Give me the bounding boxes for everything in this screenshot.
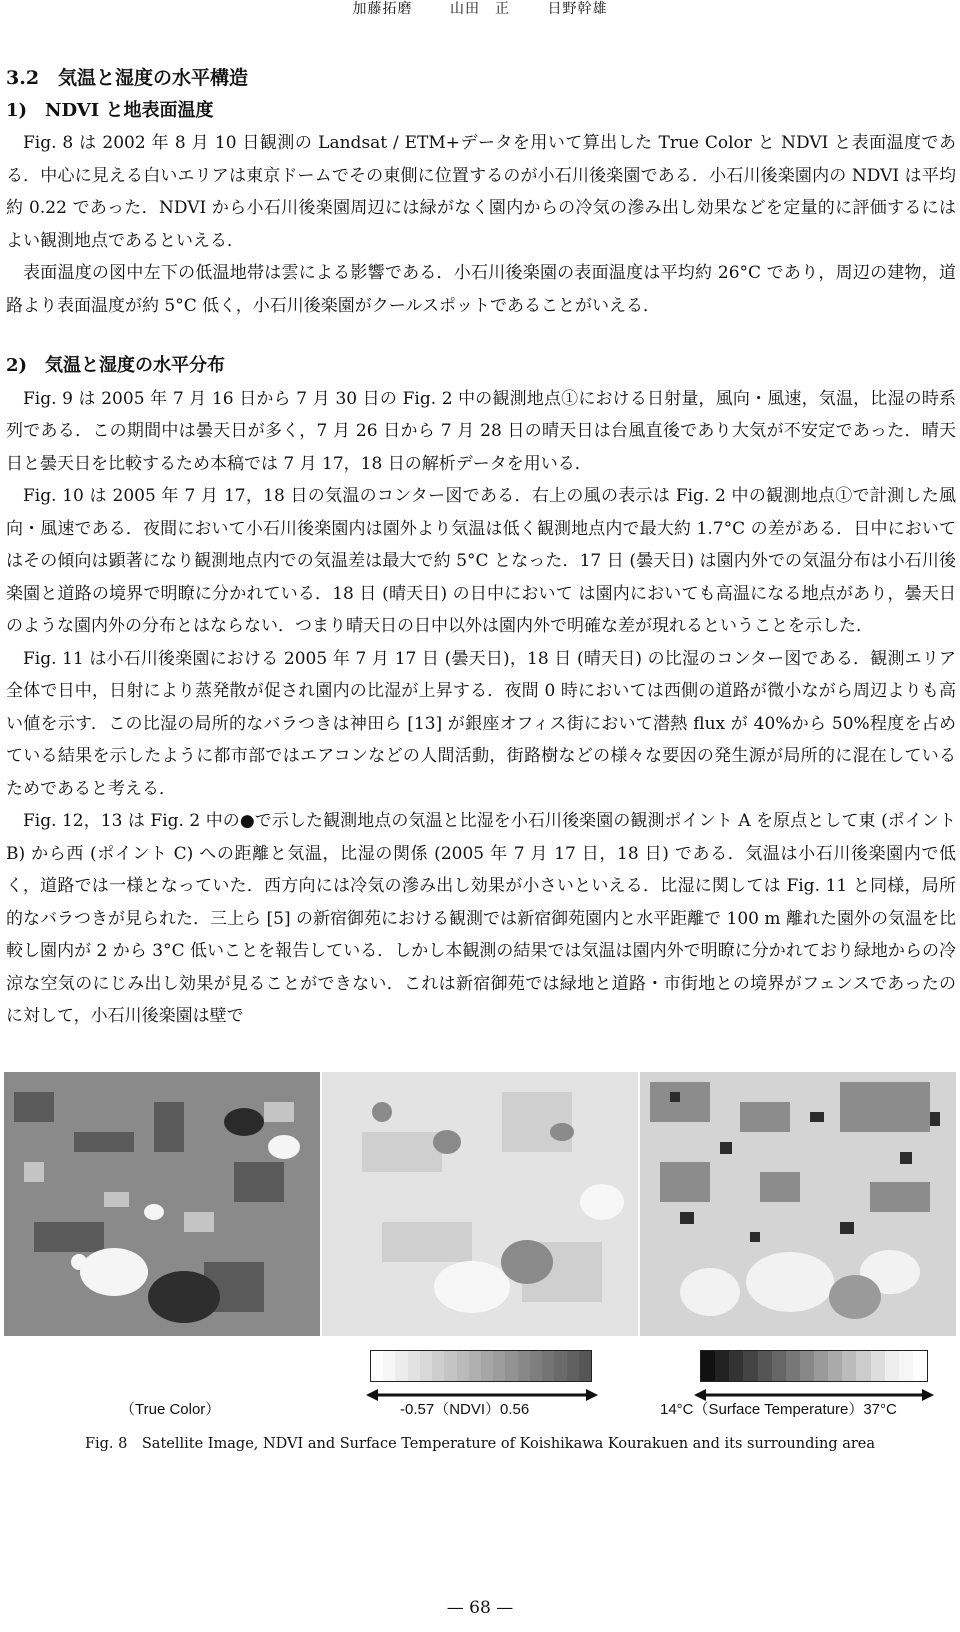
ndvi-color-scale [370,1350,592,1382]
true-color-svg [4,1072,320,1336]
surface-temperature-label: 14°C（Surface Temperature）37°C [660,1401,897,1418]
ndvi-image [322,1072,638,1336]
ndvi-svg [322,1072,638,1336]
paragraph: Fig. 12，13 は Fig. 2 中の●で示した観測地点の気温と比湿を小石川後楽園の観測ポイント A を原点として東 (ポイント B) から西 (ポイント C) への距離と気温，比湿の関係 (2005 年 7 月 17 日，18 日) である．気温は小石川後楽園内で低く，道路では一様となっていた．西方向には冷気の滲み出し効果が小さいといえる．比湿に関しては Fig. 11 と同様，局所的なバラつきが見られた．三上ら [5] の新宿御苑における観測では新宿御苑園内と水平距離で 100 m 離れた園外の気温を比較し園内が 2 から 3°C 低いことを報告している．しかし本観測の結果では気温は園内外で明瞭に分かれており緑地からの冷涼な空気のにじみ出し効果が見ることができない．これは新宿御苑では緑地と道路・市街地との境界がフェンスであったのに対して，小石川後楽園は壁で [6,811,956,1026]
paragraph: 表面温度の図中左下の低温地帯は雲による影響である．小石川後楽園の表面温度は平均約 26°C であり，周辺の建物，道路より表面温度が約 5°C 低く，小石川後楽園がクールスポットであることがいえる． [6,263,956,316]
surface-temperature-svg [640,1072,956,1336]
section-title: 3.2 気温と湿度の水平構造 [6,67,249,89]
author-2: 山田 正 [450,1,510,17]
author-3: 日野幹雄 [547,1,608,17]
paragraph: Fig. 8 は 2002 年 8 月 10 日観測の Landsat / ETM+データを用いて算出した True Color と NDVI と表面温度である．中心に見える白いエリアは東京ドームでその東側に位置するのが小石川後楽園である．小石川後楽園内の NDVI は平均約 0.22 であった．NDVI から小石川後楽園周辺には緑がなく園内からの冷気の滲み出し効果などを定量的に評価するにはよい観測地点であるといえる． [6,133,956,251]
figure-8 [0,1072,960,1418]
subsection-2-title: 2) 気温と湿度の水平分布 [6,355,226,376]
true-color-label: （True Color） [120,1401,221,1418]
ndvi-label: -0.57（NDVI）0.56 [400,1401,530,1418]
paragraph: Fig. 10 は 2005 年 7 月 17，18 日の気温のコンター図である．右上の風の表示は Fig. 2 中の観測地点①で計測した風向・風速である．夜間において小石川後楽園内は園外より気温は低く観測地点内で最大約 1.7°C の差がある．日中においてはその傾向は顕著になり観測地点内での気温差は最大で約 5°C となった．17 日 (曇天日) は園内外での気温分布は小石川後楽園と道路の境界で明瞭に分かれている．18 日 (晴天日) の日中において は園内においても高温になる地点があり，曇天日のような園内外の分布とはならない．つまり晴天日の日中以外は園内外で明確な差が現れるということを示した． [6,486,956,636]
true-color-image [4,1072,320,1336]
figure-caption: Fig. 8 Satellite Image, NDVI and Surface Temperature of Koishikawa Kourakuen and its surrounding area [84,1436,876,1452]
subsection-1-title: 1) NDVI と地表面温度 [6,99,214,121]
article-body [6,62,956,1033]
paragraph: Fig. 9 は 2005 年 7 月 16 日から 7 月 30 日の Fig. 2 中の観測地点①における日射量，風向・風速，気温，比湿の時系列である．この期間中は曇天日が多く，7 月 26 日から 7 月 28 日の晴天日は台風直後であり大気が不安定であった．晴天日と曇天日を比較するため本稿では 7 月 17，18 日の解析データを用いる． [6,388,956,474]
author-1: 加藤拓磨 [352,1,413,17]
page-number: — 68 — [446,1598,514,1618]
running-header [0,0,960,18]
surface-temperature-image [640,1072,956,1336]
paragraph: Fig. 11 は小石川後楽園における 2005 年 7 月 17 日 (曇天日)，18 日 (晴天日) の比湿のコンター図である．観測エリア全体で日中，日射により蒸発散が促され園内の比湿が上昇する．夜間 0 時においては西側の道路が微小ながら周辺よりも高い値を示す．この比湿の局所的なバラつきは神田ら [13] が銀座オフィス街において潜熱 flux が 40%から 50%程度を占めている結果を示したように都市部ではエアコンなどの人間活動，街路樹などの様々な要因の発生源が局所的に混在しているためであると考える． [6,648,956,799]
surface-temperature-color-scale [700,1350,928,1382]
